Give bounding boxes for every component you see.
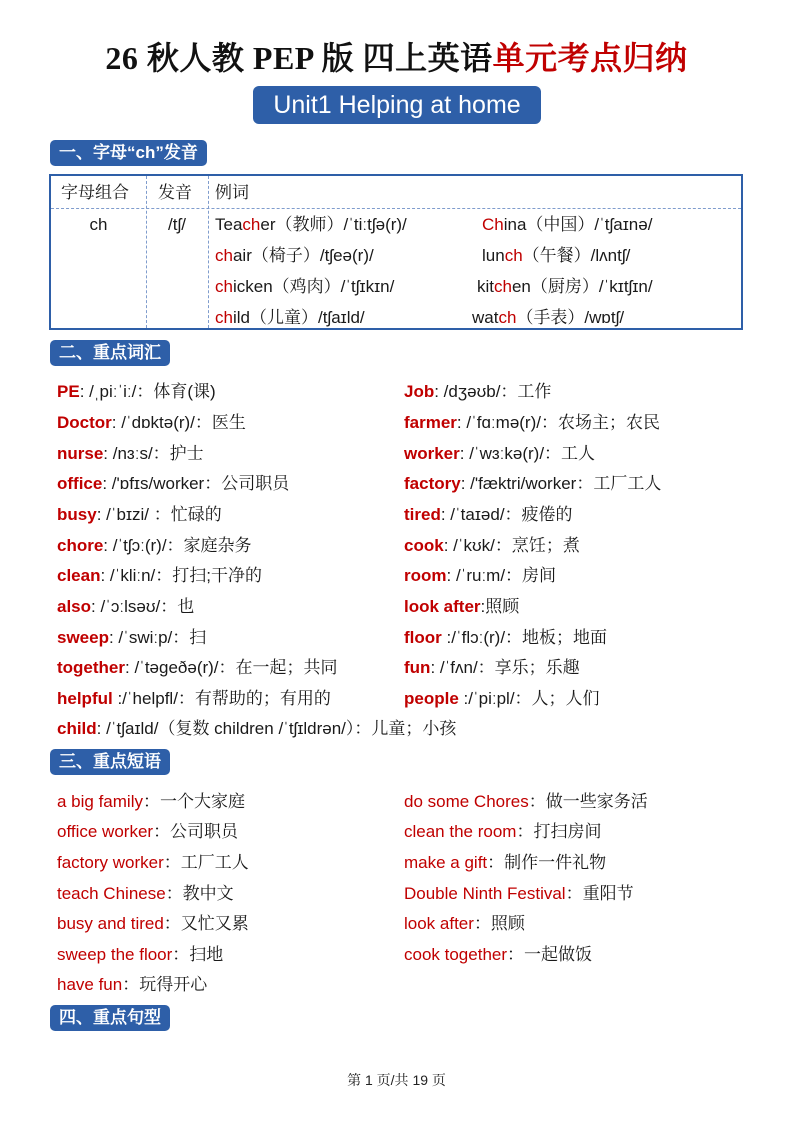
title-main: 26 秋人教 PEP 版 四上英语 (105, 40, 493, 76)
vocab-item: together: /ˈtəgeðə(r)/：在一起；共同 (57, 658, 338, 677)
table-header-combo: 字母组合 (61, 183, 129, 202)
table-header-examples: 例词 (215, 183, 249, 202)
vocab-item: room: /ˈruːm/：房间 (404, 566, 557, 585)
phrase-item: busy and tired：又忙又累 (57, 914, 249, 933)
phrase-item: Double Ninth Festival：重阳节 (404, 884, 634, 903)
table-cell-sound: /tʃ/ (168, 215, 186, 234)
vocab-item: Doctor: /ˈdɒktə(r)/：医生 (57, 413, 246, 432)
example-word: chicken（鸡肉）/ˈtʃɪkɪn/ (215, 277, 395, 296)
vocab-item: chore: /ˈtʃɔː(r)/：家庭杂务 (57, 536, 252, 555)
example-word: China（中国）/ˈtʃaɪnə/ (482, 215, 653, 234)
table-header-sound: 发音 (158, 183, 192, 202)
example-word: chair（椅子）/tʃeə(r)/ (215, 246, 374, 265)
vocab-item: factory: /'fæktri/worker：工厂工人 (404, 474, 662, 493)
example-word: child（儿童）/tʃaɪld/ (215, 308, 365, 327)
page-title (0, 38, 793, 78)
section-heading-pronunciation: 一、字母“ch”发音 (50, 140, 207, 166)
phrase-item: make a gift：制作一件礼物 (404, 853, 607, 872)
vocab-item: also: /ˈɔːlsəʊ/：也 (57, 597, 195, 616)
phrase-item: office worker：公司职员 (57, 822, 239, 841)
page-footer: 第 1 页/共 19 页 (347, 1072, 446, 1088)
example-word: Teacher（教师）/ˈtiːtʃə(r)/ (215, 215, 407, 234)
vocab-item: tired: /ˈtaɪəd/：疲倦的 (404, 505, 573, 524)
phrase-item: teach Chinese：教中文 (57, 884, 234, 903)
phrase-item: look after：照顾 (404, 914, 525, 933)
section-heading-phrases: 三、重点短语 (50, 749, 170, 775)
vocab-item: farmer: /ˈfɑːmə(r)/：农场主；农民 (404, 413, 660, 432)
table-divider (208, 176, 209, 328)
phrase-item: cook together：一起做饭 (404, 945, 593, 964)
vocab-item: worker: /ˈwɜːkə(r)/：工人 (404, 444, 596, 463)
vocab-item: clean: /ˈkliːn/：打扫;干净的 (57, 566, 262, 585)
phrase-item: a big family：一个大家庭 (57, 792, 245, 811)
vocab-item: fun: /ˈfʌn/：享乐；乐趣 (404, 658, 580, 677)
section-heading-vocabulary: 二、重点词汇 (50, 340, 170, 366)
vocab-item: office: /'ɒfɪs/worker：公司职员 (57, 474, 290, 493)
vocab-item: people :/ˈpiːpl/：人；人们 (404, 689, 600, 708)
phrase-item: have fun：玩得开心 (57, 975, 208, 994)
pronunciation-table (49, 174, 743, 330)
table-cell-combo: ch (89, 215, 108, 234)
example-word: watch（手表）/wɒtʃ/ (472, 308, 625, 327)
phrase-item: sweep the floor：扫地 (57, 945, 224, 964)
vocab-item: child: /ˈtʃaɪld/（复数 children /ˈtʃɪldrən/）：儿童；小孩 (57, 719, 457, 738)
vocab-item: PE: /ˌpiːˈiː/：体育(课) (57, 382, 216, 401)
table-divider (51, 208, 741, 209)
vocab-item: busy: /ˈbɪzi/ ：忙碌的 (57, 505, 222, 524)
vocab-item: helpful :/ˈhelpfl/：有帮助的；有用的 (57, 689, 331, 708)
phrase-item: do some Chores：做一些家务活 (404, 792, 648, 811)
example-word: lunch（午餐）/lʌntʃ/ (482, 246, 631, 265)
table-divider (146, 176, 147, 328)
unit-badge: Unit1 Helping at home (253, 86, 541, 124)
phrase-item: factory worker：工厂工人 (57, 853, 249, 872)
vocab-item: cook: /ˈkʊk/：烹饪；煮 (404, 536, 580, 555)
vocab-item: look after:照顾 (404, 597, 520, 616)
vocab-item: Job: /dʒəʊb/：工作 (404, 382, 552, 401)
vocab-item: floor :/ˈflɔː(r)/：地板；地面 (404, 628, 608, 647)
title-highlight: 单元考点归纳 (492, 40, 688, 76)
example-word: kitchen（厨房）/ˈkɪtʃɪn/ (477, 277, 653, 296)
vocab-item: nurse: /nɜːs/：护士 (57, 444, 204, 463)
phrase-item: clean the room：打扫房间 (404, 822, 602, 841)
vocab-item: sweep: /ˈswiːp/：扫 (57, 628, 207, 647)
section-heading-sentences: 四、重点句型 (50, 1005, 170, 1031)
